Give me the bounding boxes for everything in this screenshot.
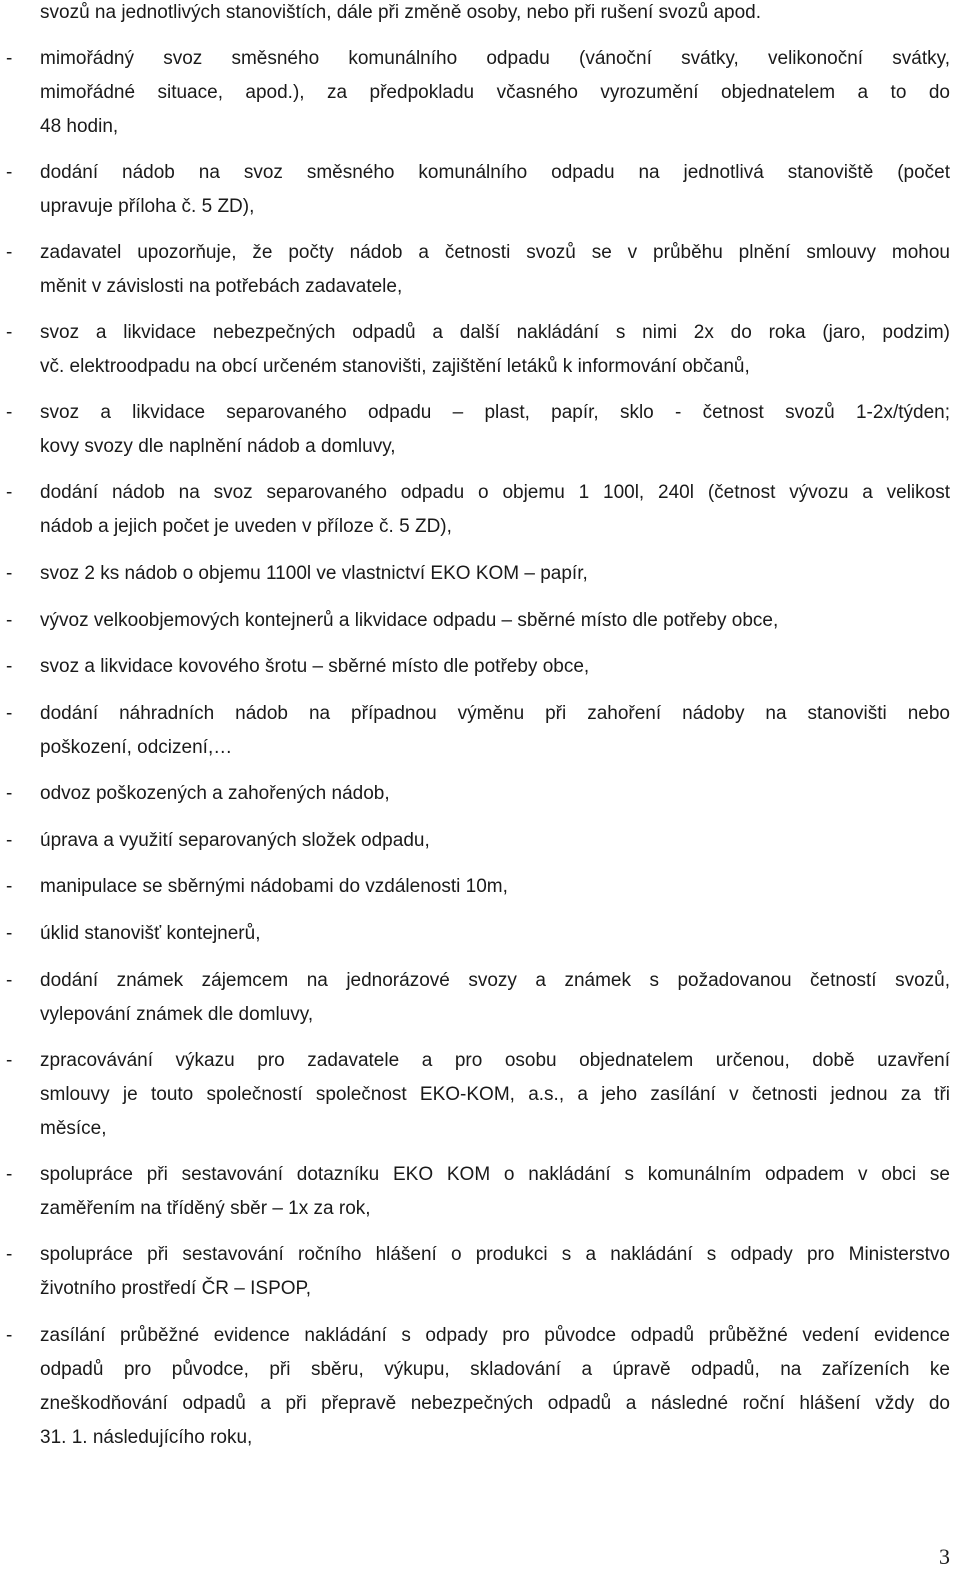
list-item-line: nádob a jejich počet je uveden v příloze č. 5 ZD), [40,516,452,537]
list-item-line: životního prostředí ČR – ISPOP, [40,1278,312,1299]
list-item-line: odvoz poškozených a zahořených nádob, [40,783,390,804]
list-dash: - [6,322,13,343]
list-item-line: zadavatel upozorňuje, že počty nádob a četnosti svozů se v průběhu plnění smlouvy mohou [40,242,950,263]
list-dash: - [6,482,13,503]
list-dash: - [6,923,13,944]
list-dash: - [6,610,13,631]
list-item-line: zasílání průběžné evidence nakládání s odpady pro původce odpadů průběžné vedení evidence [40,1325,950,1346]
intro-line: svozů na jednotlivých stanovištích, dále při změně osoby, nebo při rušení svozů apod. [40,2,761,23]
list-item-line: zpracovávání výkazu pro zadavatele a pro osobu objednatelem určenou, době uzavření [40,1050,950,1071]
list-item-line: vč. elektroodpadu na obcí určeném stanovišti, zajištění letáků k informování občanů, [40,356,750,377]
list-item-line: odpadů pro původce, při sběru, výkupu, skladování a úpravě odpadů, na zařízeních ke [40,1359,950,1380]
list-item-line: dodání nádob na svoz směsného komunálního odpadu na jednotlivá stanoviště (počet [40,162,950,183]
list-item-line: svoz 2 ks nádob o objemu 1100l ve vlastnictví EKO KOM – papír, [40,563,588,584]
list-dash: - [6,1164,13,1185]
list-item-line: kovy svozy dle naplnění nádob a domluvy, [40,436,396,457]
list-item-line: mimořádný svoz směsného komunálního odpadu (vánoční svátky, velikonoční svátky, [40,48,950,69]
list-dash: - [6,656,13,677]
list-dash: - [6,1325,13,1346]
list-dash: - [6,242,13,263]
list-dash: - [6,162,13,183]
list-item-line: dodání náhradních nádob na případnou výměnu při zahoření nádoby na stanovišti nebo [40,703,950,724]
list-item-line: svoz a likvidace separovaného odpadu – plast, papír, sklo - četnost svozů 1-2x/týden; [40,402,950,423]
list-dash: - [6,1050,13,1071]
list-dash: - [6,703,13,724]
list-item-line: úprava a využití separovaných složek odpadu, [40,830,430,851]
list-item-line: smlouvy je touto společností společnost EKO-KOM, a.s., a jeho zasílání v četnosti jednou za tři [40,1084,950,1105]
list-item-line: zneškodňování odpadů a při přepravě nebezpečných odpadů a následné roční hlášení vždy do [40,1393,950,1414]
list-item-line: 31. 1. následujícího roku, [40,1427,253,1448]
list-item-line: úklid stanovišť kontejnerů, [40,923,261,944]
list-item-line: 48 hodin, [40,116,119,137]
list-dash: - [6,48,13,69]
list-dash: - [6,563,13,584]
list-item-line: dodání známek zájemcem na jednorázové svozy a známek s požadovanou četností svozů, [40,970,950,991]
list-dash: - [6,830,13,851]
list-item-line: spolupráce při sestavování dotazníku EKO KOM o nakládání s komunálním odpadem v obci se [40,1164,950,1185]
list-dash: - [6,1244,13,1265]
list-item-line: manipulace se sběrnými nádobami do vzdálenosti 10m, [40,876,508,897]
list-item-line: poškození, odcizení,… [40,737,233,758]
list-item-line: mimořádné situace, apod.), za předpokladu včasného vyrozumění objednatelem a to do [40,82,950,103]
list-item-line: svoz a likvidace kovového šrotu – sběrné místo dle potřeby obce, [40,656,590,677]
list-item-line: dodání nádob na svoz separovaného odpadu o objemu 1 100l, 240l (četnost vývozu a velikost [40,482,950,503]
page-number: 3 [939,1544,950,1569]
list-item-line: upravuje příloha č. 5 ZD), [40,196,255,217]
list-item-line: vývoz velkoobjemových kontejnerů a likvidace odpadu – sběrné místo dle potřeby obce, [40,610,779,631]
list-dash: - [6,402,13,423]
list-item-line: spolupráce při sestavování ročního hlášení o produkci s a nakládání s odpady pro Ministerstvo [40,1244,950,1265]
list-item-line: zaměřením na tříděný sběr – 1x za rok, [40,1198,371,1219]
list-item-line: měnit v závislosti na potřebách zadavatele, [40,276,403,297]
list-dash: - [6,783,13,804]
list-item-line: vylepování známek dle domluvy, [40,1004,314,1025]
list-dash: - [6,970,13,991]
list-item-line: měsíce, [40,1118,107,1139]
list-dash: - [6,876,13,897]
list-item-line: svoz a likvidace nebezpečných odpadů a další nakládání s nimi 2x do roka (jaro, podzim) [40,322,950,343]
